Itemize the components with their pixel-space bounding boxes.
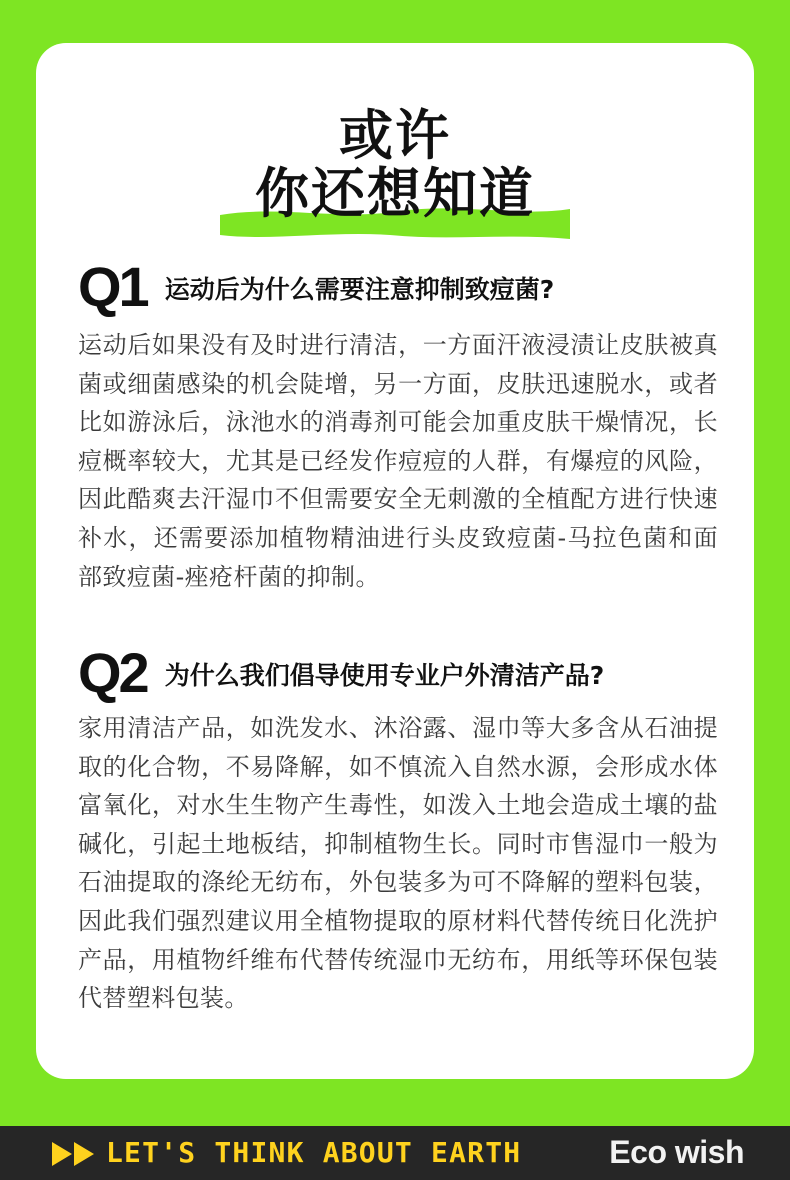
q2-question: 为什么我们倡导使用专业户外清洁产品? [164,661,605,690]
title-line1: 或许 [339,104,451,167]
q1-header [78,257,554,317]
q1-answer: 运动后如果没有及时进行清洁，一方面汗液浸渍让皮肤被真菌或细菌感染的机会陡增，另一方面，皮肤迅速脱水，或者比如游泳后，泳池水的消毒剂可能会加重皮肤干燥情况，长痘概率较大，尤其是已经发作痘痘的人群，有爆痘的风险，因此酷爽去汗湿巾不但需要安全无刺激的全植配方进行快速补水，还需要添加植物精油进行头皮致痘菌-马拉色菌和面部致痘菌-痤疮杆菌的抑制。 [78,331,718,591]
footer-bar [0,1126,790,1180]
brand-logo: Eco wish [609,1134,744,1170]
q1-number: Q1 [78,255,147,318]
title-highlight-group [220,161,570,241]
q2-number: Q2 [78,641,147,704]
content-card [36,43,754,1079]
q2-answer: 家用清洁产品，如洗发水、沐浴露、湿巾等大多含从石油提取的化合物，不易降解，如不慎流入自然水源，会形成水体富氧化，对水生生物产生毒性，如泼入土地会造成土壤的盐碱化，引起土地板结，抑制植物生长。同时市售湿巾一般为石油提取的涤纶无纺布，外包装多为可不降解的塑料包装，因此我们强烈建议用全植物提取的原材料代替传统日化洗护产品，用植物纤维布代替传统湿巾无纺布，用纸等环保包装代替塑料包装。 [78,714,718,1013]
fast-forward-icon [52,1142,96,1166]
title-line2: 你还想知道 [255,162,535,225]
footer-slogan: LET'S THINK ABOUT EARTH [106,1136,522,1169]
q2-header [78,643,604,703]
q1-question: 运动后为什么需要注意抑制致痘菌? [164,275,555,304]
